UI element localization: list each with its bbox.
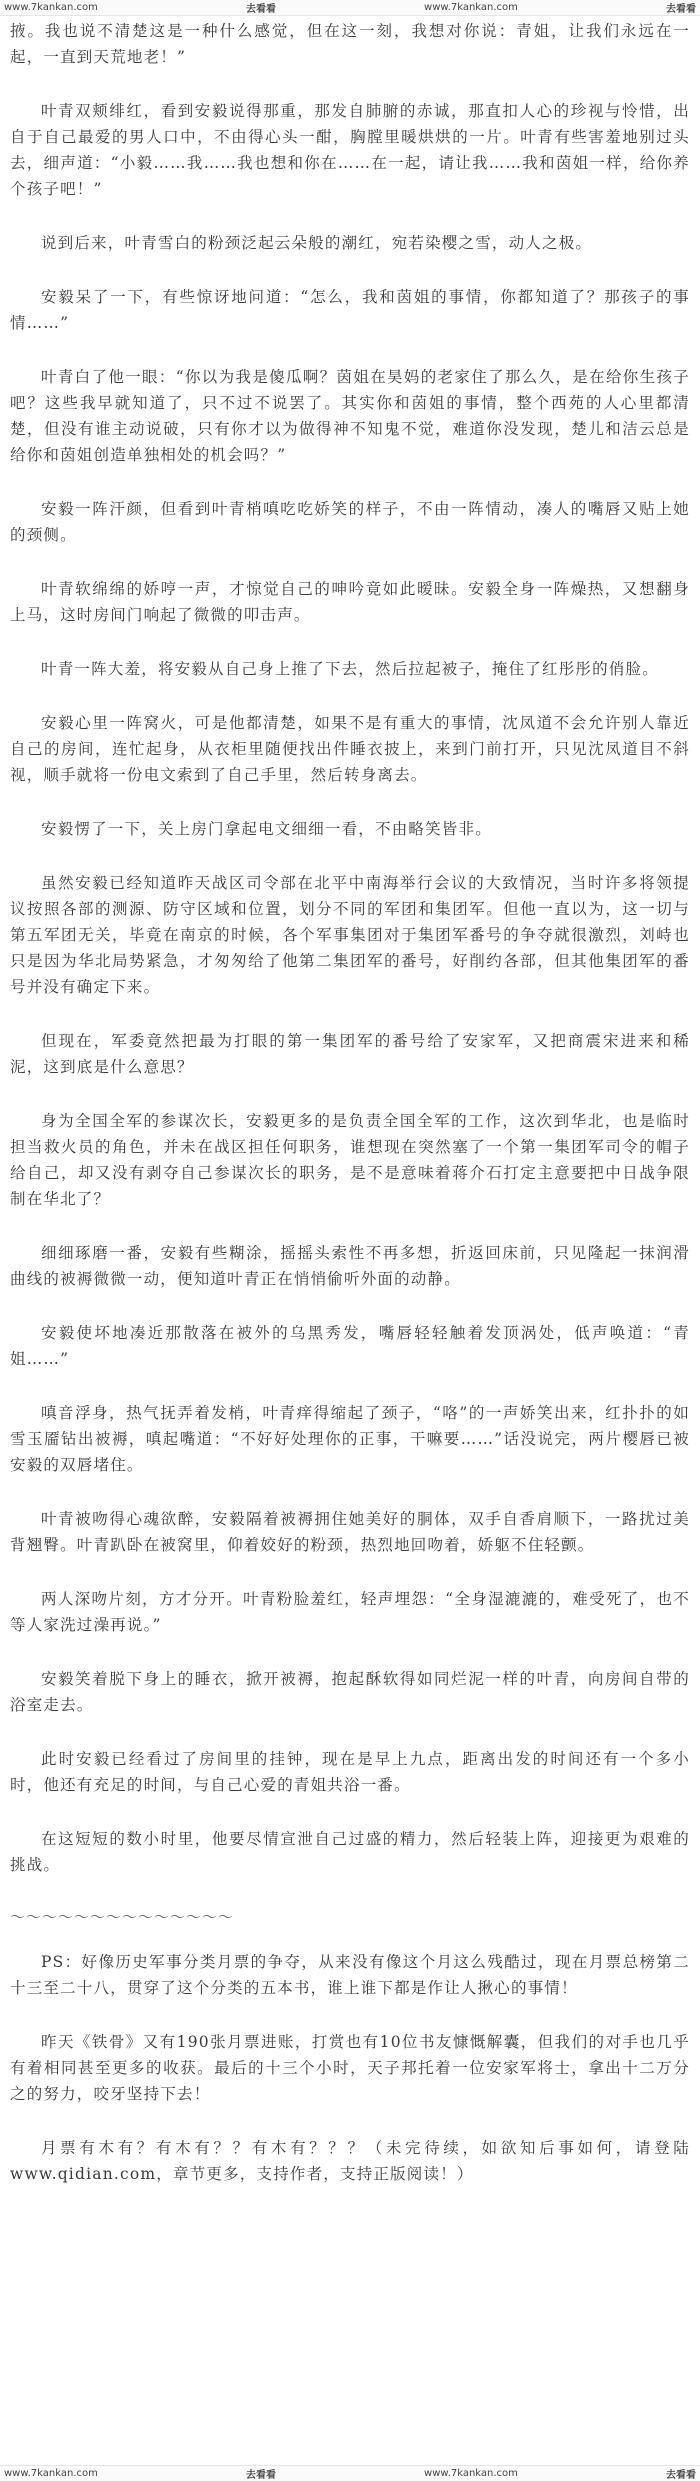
site-url[interactable]: www.7kankan.com <box>424 2 518 13</box>
site-url[interactable]: www.7kankan.com <box>4 2 98 13</box>
paragraph: 虽然安毅已经知道昨天战区司令部在北平中南海举行会议的大致情况，当时许多将领提议按照各部的测源、防守区域和位置，划分不同的军团和集团军。但他一直以为，这一切与第五军团无关，毕竟在南京的时候，各个军事集团对于集团军番号的争夺就很激烈，刘峙也只是因为华北局势紧急，才匆匆给了他第二集团军的番号，好削约各部，但其他集团军的番号并没有确定下来。 <box>10 874 690 996</box>
site-url[interactable]: www.7kankan.com <box>4 2468 98 2479</box>
paragraph: 掖。我也说不清楚这是一种什么感觉，但在这一刻，我想对你说：青姐，让我们永远在一起，一直到天荒地老！” <box>10 22 690 66</box>
site-bar-bottom <box>0 2465 700 2481</box>
site-name: 去看看 <box>666 2470 696 2481</box>
chapter-text <box>10 18 690 2458</box>
divider-line: ～～～～～～～～～～～～～～ <box>10 1908 235 1926</box>
paragraph: 身为全国全军的参谋次长，安毅更多的是负责全国全军的工作，这次到华北，也是临时担当救火员的角色，并未在战区担任何职务，谁想现在突然塞了一个第一集团军司令的帽子给自己，却又没有剥夺自己参谋次长的职务，是不是意味着蒋介石打定主意要把中日战争限制在华北了？ <box>10 1112 690 1208</box>
site-bar-top <box>0 0 700 16</box>
paragraph: 在这短短的数小时里，他要尽情宣泄自己过盛的精力，然后轻装上阵，迎接更为艰难的挑战。 <box>10 1830 690 1874</box>
author-note: 昨天《铁骨》又有190张月票进账，打赏也有10位书友慷慨解囊，但我们的对手也几乎有着相同甚至更多的收获。最后的十三个小时，天子邦托着一位安家军将士，拿出十二万分之的努力，咬牙坚持下去！ <box>10 2033 690 2103</box>
paragraph: 细细琢磨一番，安毅有些糊涂，摇摇头索性不再多想，折返回床前，只见隆起一抹润滑曲线的被褥微微一动，便知道叶青正在悄悄偷听外面的动静。 <box>10 1244 690 1288</box>
paragraph: 安毅心里一阵窝火，可是他都清楚，如果不是有重大的事情，沈凤道不会允许别人靠近自己的房间，连忙起身，从衣柜里随便找出件睡衣披上，来到门前打开，只见沈凤道目不斜视，顺手就将一份电文索到了自己手里，然后转身离去。 <box>10 714 690 784</box>
paragraph: 安毅笑着脱下身上的睡衣，掀开被褥，抱起酥软得如同烂泥一样的叶青，向房间自带的浴室走去。 <box>10 1670 690 1714</box>
paragraph: 两人深吻片刻，方才分开。叶青粉脸羞红，轻声埋怨：“全身湿漉漉的，难受死了，也不等人家洗过澡再说。” <box>10 1590 690 1634</box>
paragraph: 说到后来，叶青雪白的粉颈泛起云朵般的潮红，宛若染樱之雪，动人之极。 <box>41 234 593 252</box>
author-note: PS：好像历史军事分类月票的争夺，从来没有像这个月这么残酷过，现在月票总榜第二十三至二十八，贯穿了这个分类的五本书，谁上谁下都是作让人揪心的事情！ <box>10 1953 690 1997</box>
paragraph: 叶青一阵大羞，将安毅从自己身上推了下去，然后拉起被子，掩住了红彤彤的俏脸。 <box>41 660 659 678</box>
author-note: 月票有木有？有木有？？有木有？？？（未完待续，如欲知后事如何，请登陆www.qidian.com，章节更多，支持作者，支持正版阅读！） <box>10 2139 690 2183</box>
site-name: 去看看 <box>666 4 696 15</box>
paragraph: 叶青白了他一眼：“你以为我是傻瓜啊？茵姐在昊妈的老家住了那么久，是在给你生孩子吧？这些我早就知道了，只不过不说罢了。其实你和茵姐的事情，整个西苑的人心里都清楚，但没有谁主动说破，只有你才以为做得神不知鬼不觉，难道你没发现，楚儿和洁云总是给你和茵姐创造单独相处的机会吗？” <box>10 368 690 464</box>
paragraph: 但现在，军委竟然把最为打眼的第一集团军的番号给了安家军，又把商震宋进来和稀泥，这到底是什么意思？ <box>10 1032 690 1076</box>
paragraph: 此时安毅已经看过了房间里的挂钟，现在是早上九点，距离出发的时间还有一个多小时，他还有充足的时间，与自己心爱的青姐共浴一番。 <box>10 1750 690 1794</box>
paragraph: 叶青软绵绵的娇哼一声，才惊觉自己的呻吟竟如此暧昧。安毅全身一阵燥热，又想翻身上马，这时房间门响起了微微的叩击声。 <box>10 580 690 624</box>
paragraph: 安毅使坏地凑近那散落在被外的乌黑秀发，嘴唇轻轻触着发顶涡处，低声唤道：“青姐……” <box>10 1324 690 1368</box>
site-name: 去看看 <box>245 4 276 15</box>
paragraph: 嗔音浮身，热气抚弄着发梢，叶青痒得缩起了颈子，“咯”的一声娇笑出来，红扑扑的如雪玉靥钻出被褥，嗔起嘴道：“不好好处理你的正事，干嘛要……”话没说完，两片樱唇已被安毅的双唇堵住。 <box>10 1404 690 1474</box>
paragraph: 安毅一阵汗颜，但看到叶青梢嗔吃吃娇笑的样子，不由一阵情动，凑人的嘴唇又贴上她的颈侧。 <box>10 500 690 544</box>
site-url[interactable]: www.7kankan.com <box>424 2468 518 2479</box>
paragraph: 叶青被吻得心魂欲醉，安毅隔着被褥拥住她美好的胴体，双手自香肩顺下，一路扰过美背翘臀。叶青趴卧在被窝里，仰着姣好的粉颈，热烈地回吻着，娇躯不住轻颤。 <box>10 1510 690 1554</box>
paragraph: 安毅呆了一下，有些惊讶地问道：“怎么，我和茵姐的事情，你都知道了？那孩子的事情……” <box>10 288 690 332</box>
paragraph: 叶青双颊绯红，看到安毅说得那重，那发自肺腑的赤诚，那直扣人心的珍视与怜惜，出自于自己最爱的男人口中，不由得心头一酣，胸膛里暖烘烘的一片。叶青有些害羞地别过头去，细声道：“小毅……我……我也想和你在……在一起，请让我……我和茵姐一样，给你养个孩子吧！” <box>10 102 690 198</box>
paragraph: 安毅愣了一下，关上房门拿起电文细细一看，不由略笑皆非。 <box>41 820 492 838</box>
site-name: 去看看 <box>245 2470 276 2481</box>
